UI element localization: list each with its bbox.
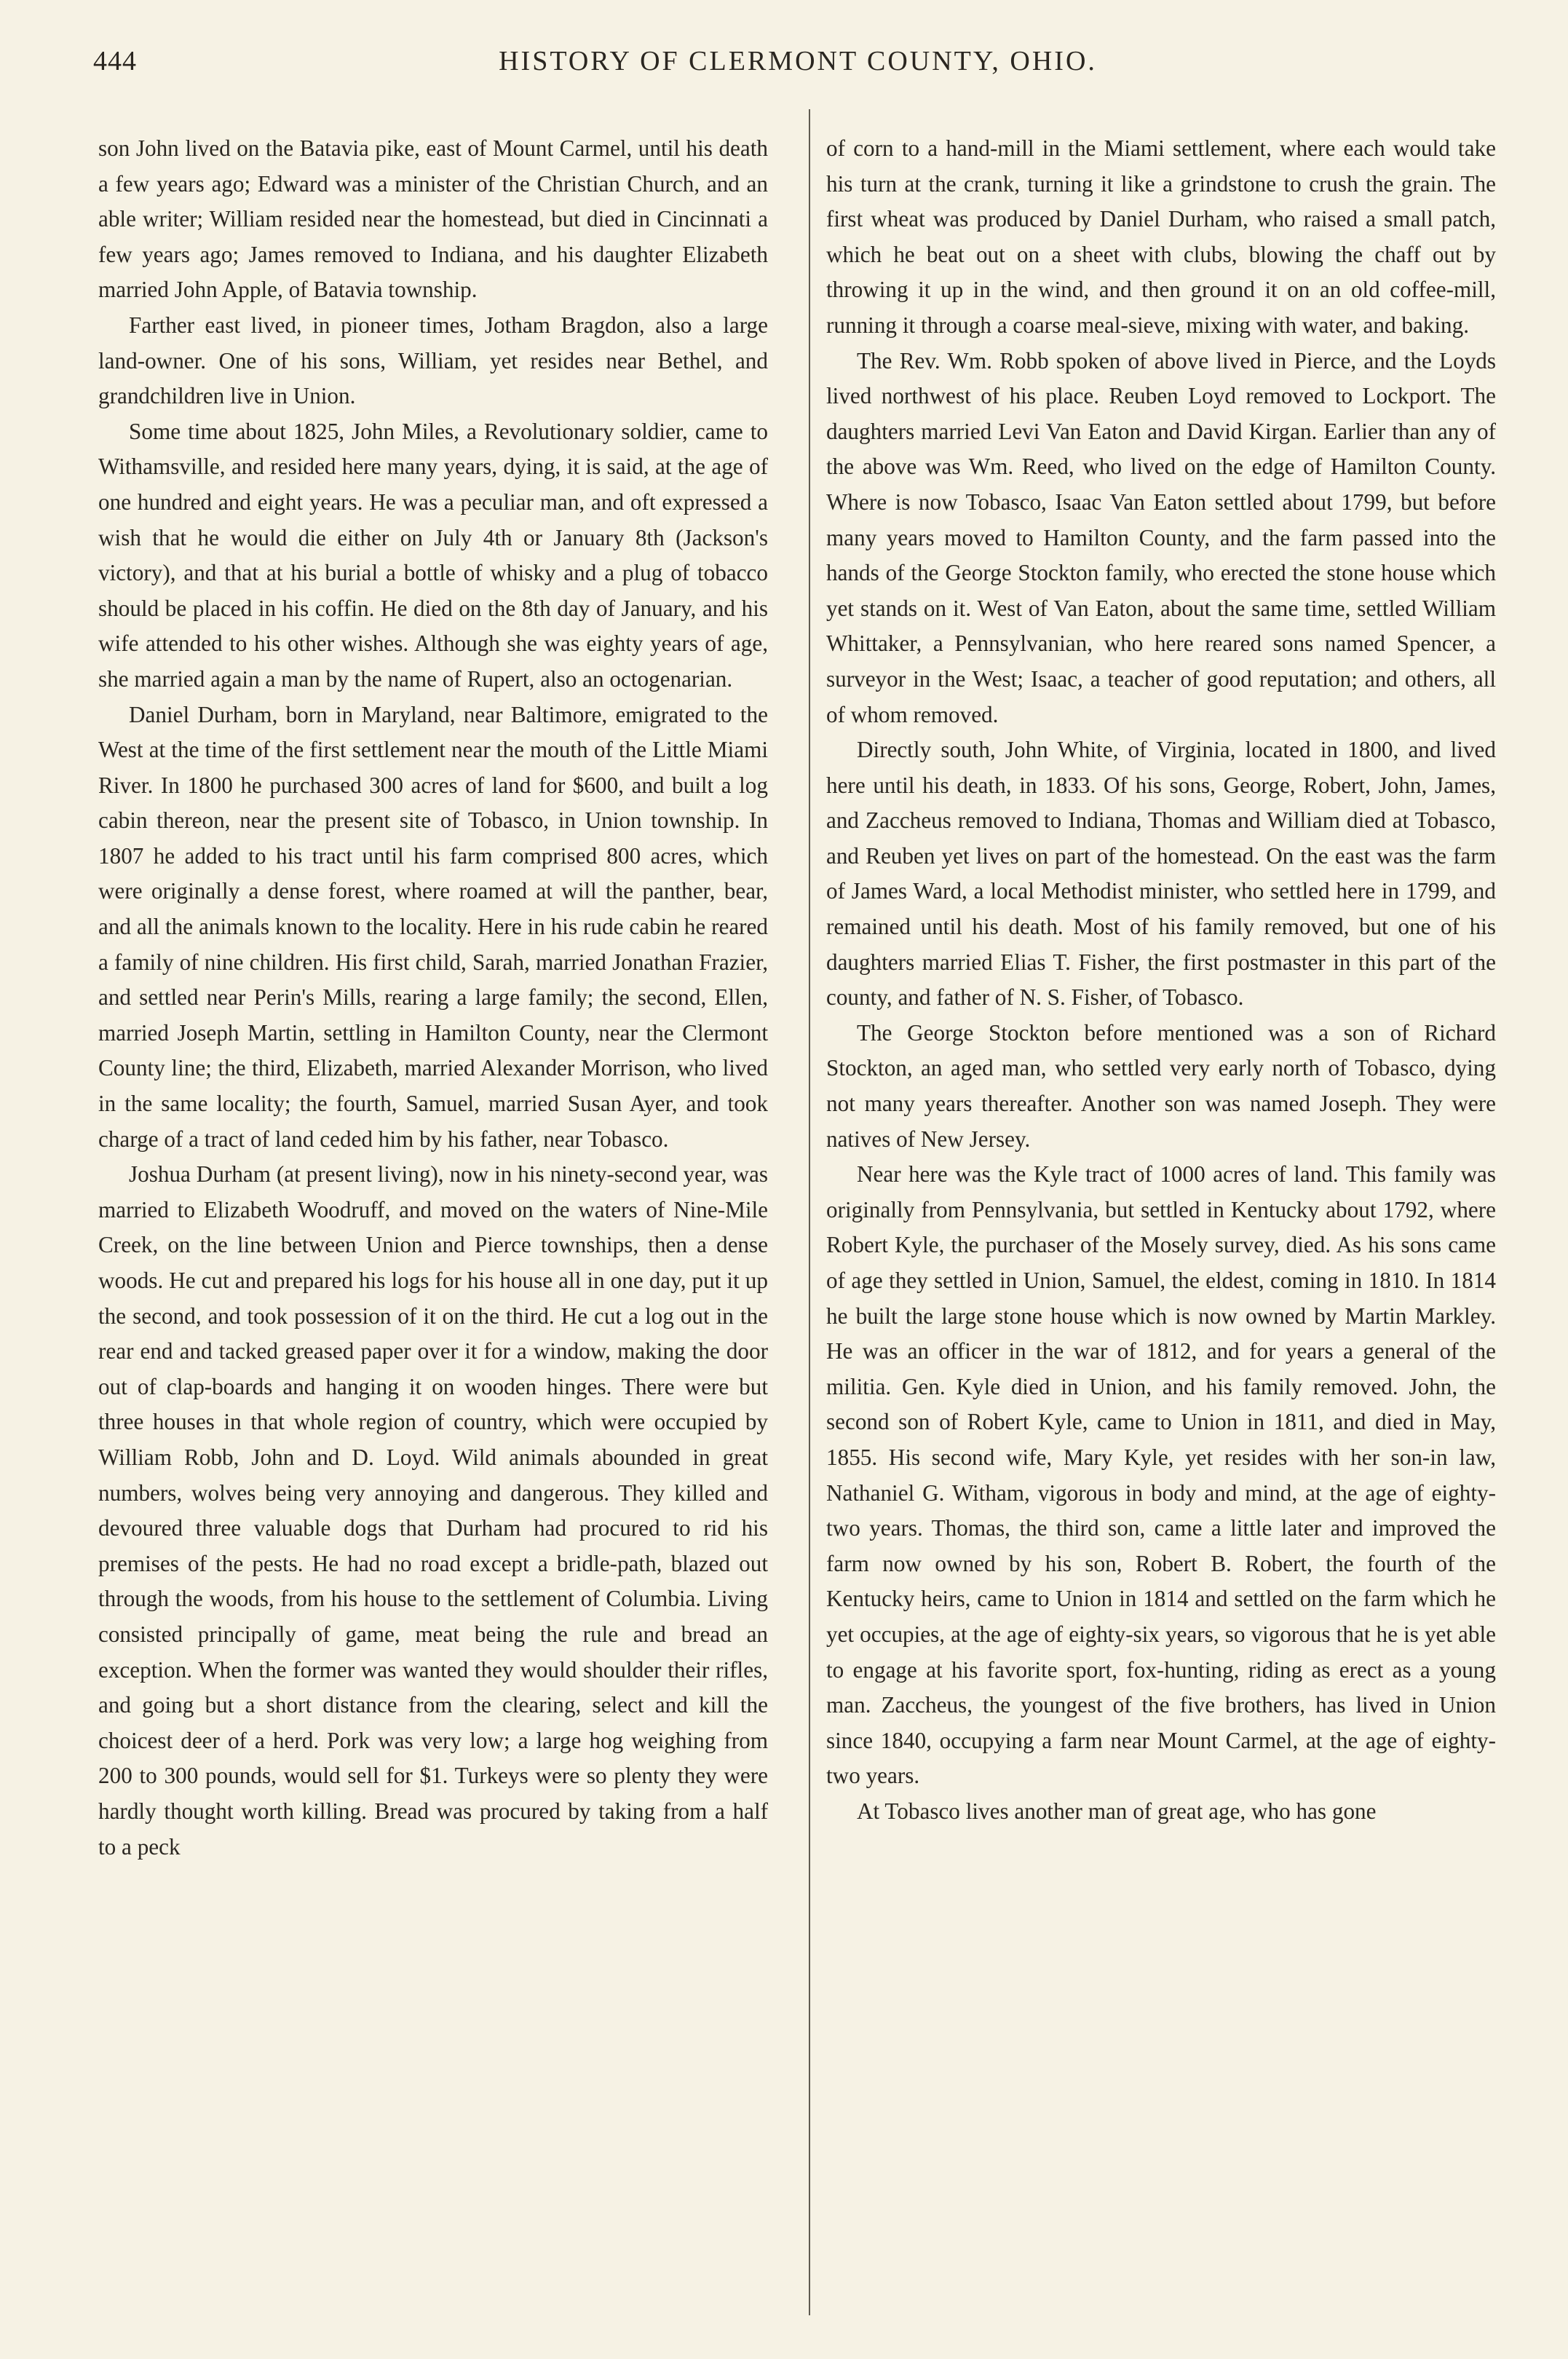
paragraph: The George Stockton before mentioned was a son of Richard Stockton, an aged man, who settled very early north of Tobasco, dying not many years thereafter. Another son was named Joseph. They were natives of New Jersey. bbox=[826, 1019, 1496, 1152]
right-column bbox=[826, 131, 1496, 1830]
paragraph: At Tobasco lives another man of great age, who has gone bbox=[857, 1798, 1377, 1824]
paragraph: Directly south, John White, of Virginia, located in 1800, and lived here until his death, in 1833. Of his sons, George, Robert, John, James, and Zaccheus removed to Indiana, Thomas and William died at Tobasco, and Reuben yet lives on part of the homestead. On the east was the farm of James Ward, a local Methodist minister, who settled here in 1799, and remained until his death. Most of his family removed, but one of his daughters married Elias T. Fisher, the first postmaster in this part of the county, and father of N. S. Fisher, of Tobasco. bbox=[826, 737, 1496, 1011]
left-column bbox=[98, 131, 768, 1865]
paragraph: Farther east lived, in pioneer times, Jotham Bragdon, also a large land-owner. One of his sons, William, yet resides near Bethel, and grandchildren live in Union. bbox=[98, 312, 768, 409]
column-divider bbox=[809, 109, 810, 2315]
paragraph: Daniel Durham, born in Maryland, near Baltimore, emigrated to the West at the time of the first settlement near the mouth of the Little Miami River. In 1800 he purchased 300 acres of land for $600, and built a log cabin thereon, near the present site of Tobasco, in Union township. In 1807 he added to his tract until his farm comprised 800 acres, which were originally a dense forest, where roamed at will the panther, bear, and all the animals known to the locality. Here in his rude cabin he reared a family of nine children. His first child, Sarah, married Jonathan Frazier, and settled near Perin's Mills, rearing a large family; the second, Ellen, married Joseph Martin, settling in Hamilton County, near the Clermont County line; the third, Elizabeth, married Alexander Morrison, who lived in the same locality; the fourth, Samuel, married Susan Ayer, and took charge of a tract of land ceded him by his father, near Tobasco. bbox=[98, 701, 768, 1152]
paragraph: of corn to a hand-mill in the Miami settlement, where each would take his turn at the crank, turning it like a grindstone to crush the grain. The first wheat was produced by Daniel Durham, who raised a small patch, which he beat out on a sheet with clubs, blowing the chaff out by throwing it up in the wind, and then ground it on an old coffee-mill, running it through a coarse meal-sieve, mixing with water, and baking. bbox=[826, 135, 1496, 338]
page-header bbox=[93, 42, 1502, 86]
running-title: HISTORY OF CLERMONT COUNTY, OHIO. bbox=[499, 46, 1097, 76]
paragraph: Joshua Durham (at present living), now in his ninety-second year, was married to Elizabeth Woodruff, and moved on the waters of Nine-Mile Creek, on the line between Union and Pierce townships, then a dense woods. He cut and prepared his logs for his house all in one day, put it up the second, and took possession of it on the third. He cut a log out in the rear end and tacked greased paper over it for a window, making the door out of clap-boards and hanging it on wooden hinges. There were but three houses in that whole region of country, which were occupied by William Robb, John and D. Loyd. Wild animals abounded in great numbers, wolves being very annoying and dangerous. They killed and devoured three valuable dogs that Durham had procured to rid his premises of the pests. He had no road except a bridle-path, blazed out through the woods, from his house to the settlement of Columbia. Living consisted principally of game, meat being the rule and bread an exception. When the former was wanted they would shoulder their rifles, and going but a short distance from the clearing, select and kill the choicest deer of a herd. Pork was very low; a large hog weighing from 200 to 300 pounds, would sell for $1. Turkeys were so plenty they were hardly thought worth killing. Bread was procured by taking from a half to a peck bbox=[98, 1161, 768, 1860]
paragraph: son John lived on the Batavia pike, east of Mount Carmel, until his death a few years ago; Edward was a minister of the Christian Church, and an able writer; William resided near the homestead, but died in Cincinnati a few years ago; James removed to Indiana, and his daughter Elizabeth married John Apple, of Batavia township. bbox=[98, 135, 768, 303]
page-number: 444 bbox=[93, 46, 137, 76]
paragraph: Near here was the Kyle tract of 1000 acres of land. This family was originally from Pennsylvania, but settled in Kentucky about 1792, where Robert Kyle, the purchaser of the Mosely survey, died. As his sons came of age they settled in Union, Samuel, the eldest, coming in 1810. In 1814 he built the large stone house which is now owned by Martin Markley. He was an officer in the war of 1812, and for years a general of the militia. Gen. Kyle died in Union, and his family removed. John, the second son of Robert Kyle, came to Union in 1811, and died in May, 1855. His second wife, Mary Kyle, yet resides with her son-in law, Nathaniel G. Witham, vigorous in body and mind, at the age of eighty-two years. Thomas, the third son, came a little later and improved the farm now owned by his son, Robert B. Robert, the fourth of the Kentucky heirs, came to Union in 1814 and settled on the farm which he yet occupies, at the age of eighty-six years, so vigorous that he is yet able to engage at his favorite sport, fox-hunting, riding as erect as a young man. Zaccheus, the youngest of the five brothers, has lived in Union since 1840, occupying a farm near Mount Carmel, at the age of eighty-two years. bbox=[826, 1161, 1496, 1789]
paragraph: Some time about 1825, John Miles, a Revolutionary soldier, came to Withamsville, and resided here many years, dying, it is said, at the age of one hundred and eight years. He was a peculiar man, and oft expressed a wish that he would die either on July 4th or January 8th (Jackson's victory), and that at his burial a bottle of whisky and a plug of tobacco should be placed in his coffin. He died on the 8th day of January, and his wife attended to his other wishes. Although she was eighty years of age, she married again a man by the name of Rupert, also an octogenarian. bbox=[98, 418, 768, 692]
paragraph: The Rev. Wm. Robb spoken of above lived in Pierce, and the Loyds lived northwest of his place. Reuben Loyd removed to Lockport. The daughters married Levi Van Eaton and David Kirgan. Earlier than any of the above was Wm. Reed, who lived on the edge of Hamilton County. Where is now Tobasco, Isaac Van Eaton settled about 1799, but before many years moved to Hamilton County, and the farm passed into the hands of the George Stockton family, who erected the stone house which yet stands on it. West of Van Eaton, about the same time, settled William Whittaker, a Pennsylvanian, who here reared sons named Spencer, a surveyor in the West; Isaac, a teacher of good reputation; and others, all of whom removed. bbox=[826, 347, 1496, 727]
